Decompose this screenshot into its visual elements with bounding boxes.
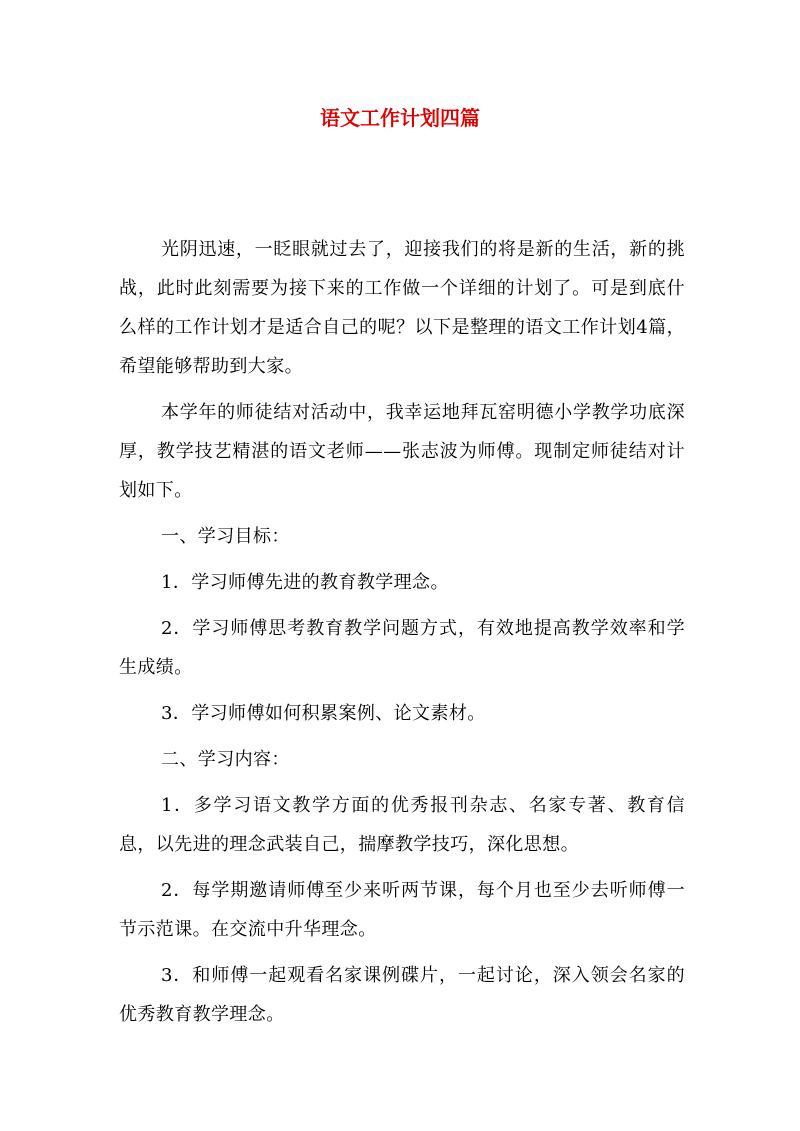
heading-learning-content: 二、学习内容： <box>161 749 290 770</box>
document-title: 语文工作计划四篇 <box>320 106 480 130</box>
content-item-2: 2．每学期邀请师傅至少来听两节课，每个月也至少去听师傅一节示范课。在交流中升华理念。 <box>119 880 685 940</box>
paragraph-gap <box>119 864 685 871</box>
paragraph-gap <box>119 687 685 694</box>
paragraph-gap <box>119 556 685 563</box>
heading-learning-goals: 一、学习目标： <box>161 526 290 547</box>
paragraph-gap <box>119 386 685 393</box>
paragraph-gap <box>119 733 685 740</box>
document-body <box>119 230 685 1034</box>
paragraph-gap <box>119 602 685 609</box>
paragraph-mentorship: 本学年的师徒结对活动中，我幸运地拜瓦窑明德小学教学功底深厚，教学技艺精湛的语文老师——张志波为师傅。现制定师徒结对计划如下。 <box>119 402 685 501</box>
goal-item-1: 1．学习师傅先进的教育教学理念。 <box>161 572 449 593</box>
goal-item-2: 2．学习师傅思考教育教学问题方式，有效地提高教学效率和学生成绩。 <box>119 618 685 678</box>
paragraph-intro: 光阴迅速，一眨眼就过去了，迎接我们的将是新的生活，新的挑战，此时此刻需要为接下来的工作做一个详细的计划了。可是到底什么样的工作计划才是适合自己的呢？以下是整理的语文工作计划4篇，希望能够帮助到大家。 <box>119 239 685 377</box>
paragraph-gap <box>119 510 685 517</box>
paragraph-gap <box>119 779 685 786</box>
goal-item-3: 3．学习师傅如何积累案例、论文素材。 <box>161 703 486 724</box>
content-item-3: 3．和师傅一起观看名家课例碟片，一起讨论，深入领会名家的优秀教育教学理念。 <box>119 965 685 1025</box>
content-item-1: 1．多学习语文教学方面的优秀报刊杂志、名家专著、教育信息，以先进的理念武装自己，揣摩教学技巧，深化思想。 <box>119 795 685 855</box>
paragraph-gap <box>119 949 685 956</box>
